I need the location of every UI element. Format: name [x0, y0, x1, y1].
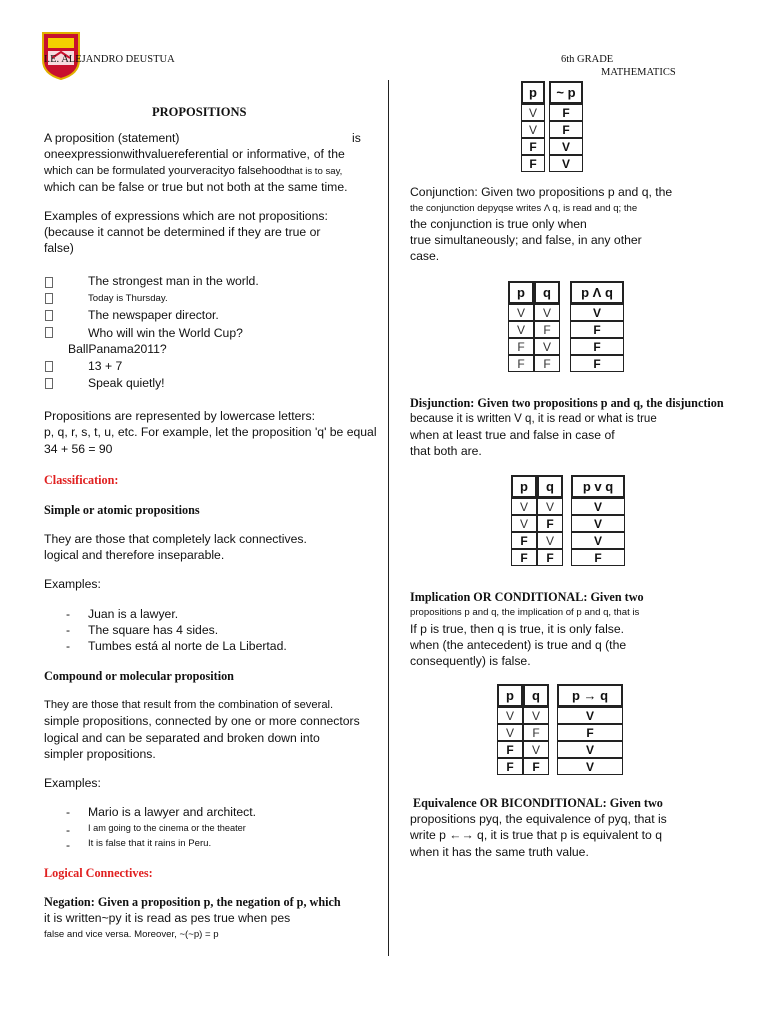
table-cell: V	[521, 104, 545, 121]
conjunction-truth-table	[508, 281, 624, 372]
implication-line-3: when (the antecedent) is true and q (the	[410, 638, 627, 652]
intro-line-1b: is	[352, 131, 361, 145]
table-header-cell: p	[508, 281, 534, 304]
page-title: PROPOSITIONS	[152, 105, 247, 119]
dash-icon: -	[66, 805, 71, 819]
table-cell: V	[523, 707, 549, 724]
simple-example: The square has 4 sides.	[88, 623, 219, 637]
table-cell: V	[570, 304, 624, 321]
table-cell: V	[557, 741, 623, 758]
table-cell: V	[557, 707, 623, 724]
bullet-item: 13 + 7	[88, 359, 123, 373]
bullet-item: Who will win the World Cup?	[88, 326, 243, 340]
disjunction-heading: Disjunction: Given two propositions p and q, the disjunction	[410, 396, 724, 410]
dash-icon: -	[66, 623, 71, 637]
bullet-item: Speak quietly!	[88, 376, 165, 390]
table-cell: F	[534, 355, 560, 372]
table-header-cell: p Λ q	[570, 281, 624, 304]
simple-example: Juan is a lawyer.	[88, 607, 179, 621]
dash-icon: -	[66, 639, 71, 653]
school-name: I.E. ALEJANDRO DEUSTUA	[44, 54, 175, 65]
equivalence-line-2: write p ←→ q, it is true that p is equivalent to q	[410, 828, 662, 842]
table-cell: V	[497, 724, 523, 741]
simple-text-1: They are those that completely lack connectives.	[44, 532, 307, 546]
implication-line-1: propositions p and q, the implication of p and q, that is	[410, 607, 640, 618]
disjunction-truth-table	[511, 475, 625, 566]
represented-line-2: p, q, r, s, t, u, etc. For example, let the proposition 'q' be equal	[44, 425, 377, 439]
table-cell: F	[549, 104, 583, 121]
table-cell: V	[521, 121, 545, 138]
table-header-cell: p v q	[571, 475, 625, 498]
table-cell: F	[537, 549, 563, 566]
represented-line-1: Propositions are represented by lowercase letters:	[44, 409, 315, 423]
compound-text-1: They are those that result from the combination of several.	[44, 699, 334, 711]
intro-line-3	[44, 163, 342, 180]
bullet-item-continuation: BallPanama2011?	[68, 342, 167, 356]
table-cell: F	[523, 724, 549, 741]
negation-heading: Negation: Given a proposition p, the negation of p, which	[44, 895, 341, 909]
bullet-marker-icon	[45, 310, 53, 321]
bullet-item: The newspaper director.	[88, 308, 219, 322]
table-cell: F	[534, 321, 560, 338]
table-header-cell: p	[521, 81, 545, 104]
table-cell: V	[511, 515, 537, 532]
table-cell: F	[570, 338, 624, 355]
bullet-marker-icon	[45, 277, 53, 288]
represented-line-3: 34 + 56 = 90	[44, 442, 113, 456]
table-cell: V	[571, 515, 625, 532]
equivalence-line-3: when it has the same truth value.	[410, 845, 589, 859]
table-cell: V	[497, 707, 523, 724]
simple-heading: Simple or atomic propositions	[44, 503, 200, 517]
table-cell: F	[497, 741, 523, 758]
connectives-heading: Logical Connectives:	[44, 866, 153, 880]
table-header-cell: q	[534, 281, 560, 304]
table-cell: F	[537, 515, 563, 532]
table-cell: F	[497, 758, 523, 775]
negation-line-3: false and vice versa. Moreover, ~(~p) = p	[44, 929, 219, 940]
examples-label: Examples:	[44, 577, 101, 591]
negation-truth-table	[521, 81, 583, 172]
compound-example: It is false that it rains in Peru.	[88, 838, 212, 849]
table-header-cell: q	[523, 684, 549, 707]
table-cell: F	[508, 355, 534, 372]
table-cell: F	[521, 138, 545, 155]
table-cell: V	[537, 532, 563, 549]
intro-line-3a: which can be formulated yourveracityo falsehood	[44, 165, 287, 177]
intro-line-2: oneexpressionwithvaluereferential or informative, of the	[44, 147, 345, 161]
table-cell: V	[571, 532, 625, 549]
conjunction-line-5: case.	[410, 249, 440, 263]
conjunction-line-2: the conjunction depyqse writes Λ q, is read and q; the	[410, 203, 638, 214]
table-header-cell: p	[511, 475, 537, 498]
bullet-item: The strongest man in the world.	[88, 274, 259, 288]
table-header-cell: q	[537, 475, 563, 498]
compound-text-2: simple propositions, connected by one or more connectors	[44, 714, 360, 728]
disjunction-line-3: that both are.	[410, 444, 482, 458]
implication-line-2: If p is true, then q is true, it is only false.	[410, 622, 625, 636]
conjunction-line-3: the conjunction is true only when	[410, 217, 587, 231]
compound-heading: Compound or molecular proposition	[44, 669, 234, 683]
table-cell: V	[549, 138, 583, 155]
table-cell: F	[570, 355, 624, 372]
implication-heading: Implication OR CONDITIONAL: Given two	[410, 590, 644, 604]
table-cell: V	[523, 741, 549, 758]
table-cell: V	[534, 338, 560, 355]
table-cell: V	[508, 304, 534, 321]
table-cell: V	[508, 321, 534, 338]
examples-label-2: Examples:	[44, 776, 101, 790]
intro-line-4: which can be false or true but not both at the same time.	[44, 180, 348, 194]
dash-icon: -	[66, 823, 71, 837]
table-cell: F	[570, 321, 624, 338]
simple-example: Tumbes está al norte de La Libertad.	[88, 639, 287, 653]
dash-icon: -	[66, 838, 71, 852]
table-cell: F	[511, 549, 537, 566]
equivalence-heading: Equivalence OR BICONDITIONAL: Given two	[413, 796, 663, 810]
table-cell: V	[571, 498, 625, 515]
intro-line-3b: that is to say,	[286, 166, 343, 177]
dash-icon: -	[66, 607, 71, 621]
table-cell: F	[571, 549, 625, 566]
table-cell: F	[557, 724, 623, 741]
table-cell: F	[508, 338, 534, 355]
table-header-cell: ~ p	[549, 81, 583, 104]
table-cell: V	[534, 304, 560, 321]
table-cell: F	[523, 758, 549, 775]
bullet-marker-icon	[45, 327, 53, 338]
classification-heading: Classification:	[44, 473, 119, 487]
table-cell: V	[537, 498, 563, 515]
table-cell: F	[549, 121, 583, 138]
table-header-cell: p	[497, 684, 523, 707]
equivalence-line-1: propositions pyq, the equivalence of pyq, that is	[410, 812, 667, 826]
conjunction-line-1: Conjunction: Given two propositions p and q, the	[410, 185, 673, 199]
bullet-marker-icon	[45, 378, 53, 389]
disjunction-line-1: because it is written V q, it is read or what is true	[410, 413, 657, 425]
compound-text-3: logical and can be separated and broken down into	[44, 731, 320, 745]
examples-heading-1: Examples of expressions which are not propositions:	[44, 209, 328, 223]
table-cell: V	[511, 498, 537, 515]
table-cell: V	[549, 155, 583, 172]
bullet-marker-icon	[45, 293, 53, 304]
compound-example: Mario is a lawyer and architect.	[88, 805, 256, 819]
subject-label: MATHEMATICS	[601, 67, 676, 78]
implication-line-4: consequently) is false.	[410, 654, 531, 668]
implication-truth-table	[497, 684, 623, 775]
compound-example: I am going to the cinema or the theater	[88, 823, 246, 833]
bullet-item: Today is Thursday.	[88, 293, 168, 304]
simple-text-2: logical and therefore inseparable.	[44, 548, 225, 562]
grade-label: 6th GRADE	[561, 54, 614, 65]
table-header-cell: p → q	[557, 684, 623, 707]
table-cell: F	[511, 532, 537, 549]
table-cell: F	[521, 155, 545, 172]
intro-line-1a: A proposition (statement)	[44, 131, 180, 145]
negation-line-2: it is written~py it is read as pes true when pes	[44, 911, 291, 925]
examples-heading-3: false)	[44, 241, 74, 255]
bullet-marker-icon	[45, 361, 53, 372]
conjunction-line-4: true simultaneously; and false, in any other	[410, 233, 642, 247]
column-divider	[388, 80, 389, 956]
examples-heading-2: (because it cannot be determined if they are true or	[44, 225, 321, 239]
disjunction-line-2: when at least true and false in case of	[410, 428, 615, 442]
table-cell: V	[557, 758, 623, 775]
compound-text-4: simpler propositions.	[44, 747, 156, 761]
